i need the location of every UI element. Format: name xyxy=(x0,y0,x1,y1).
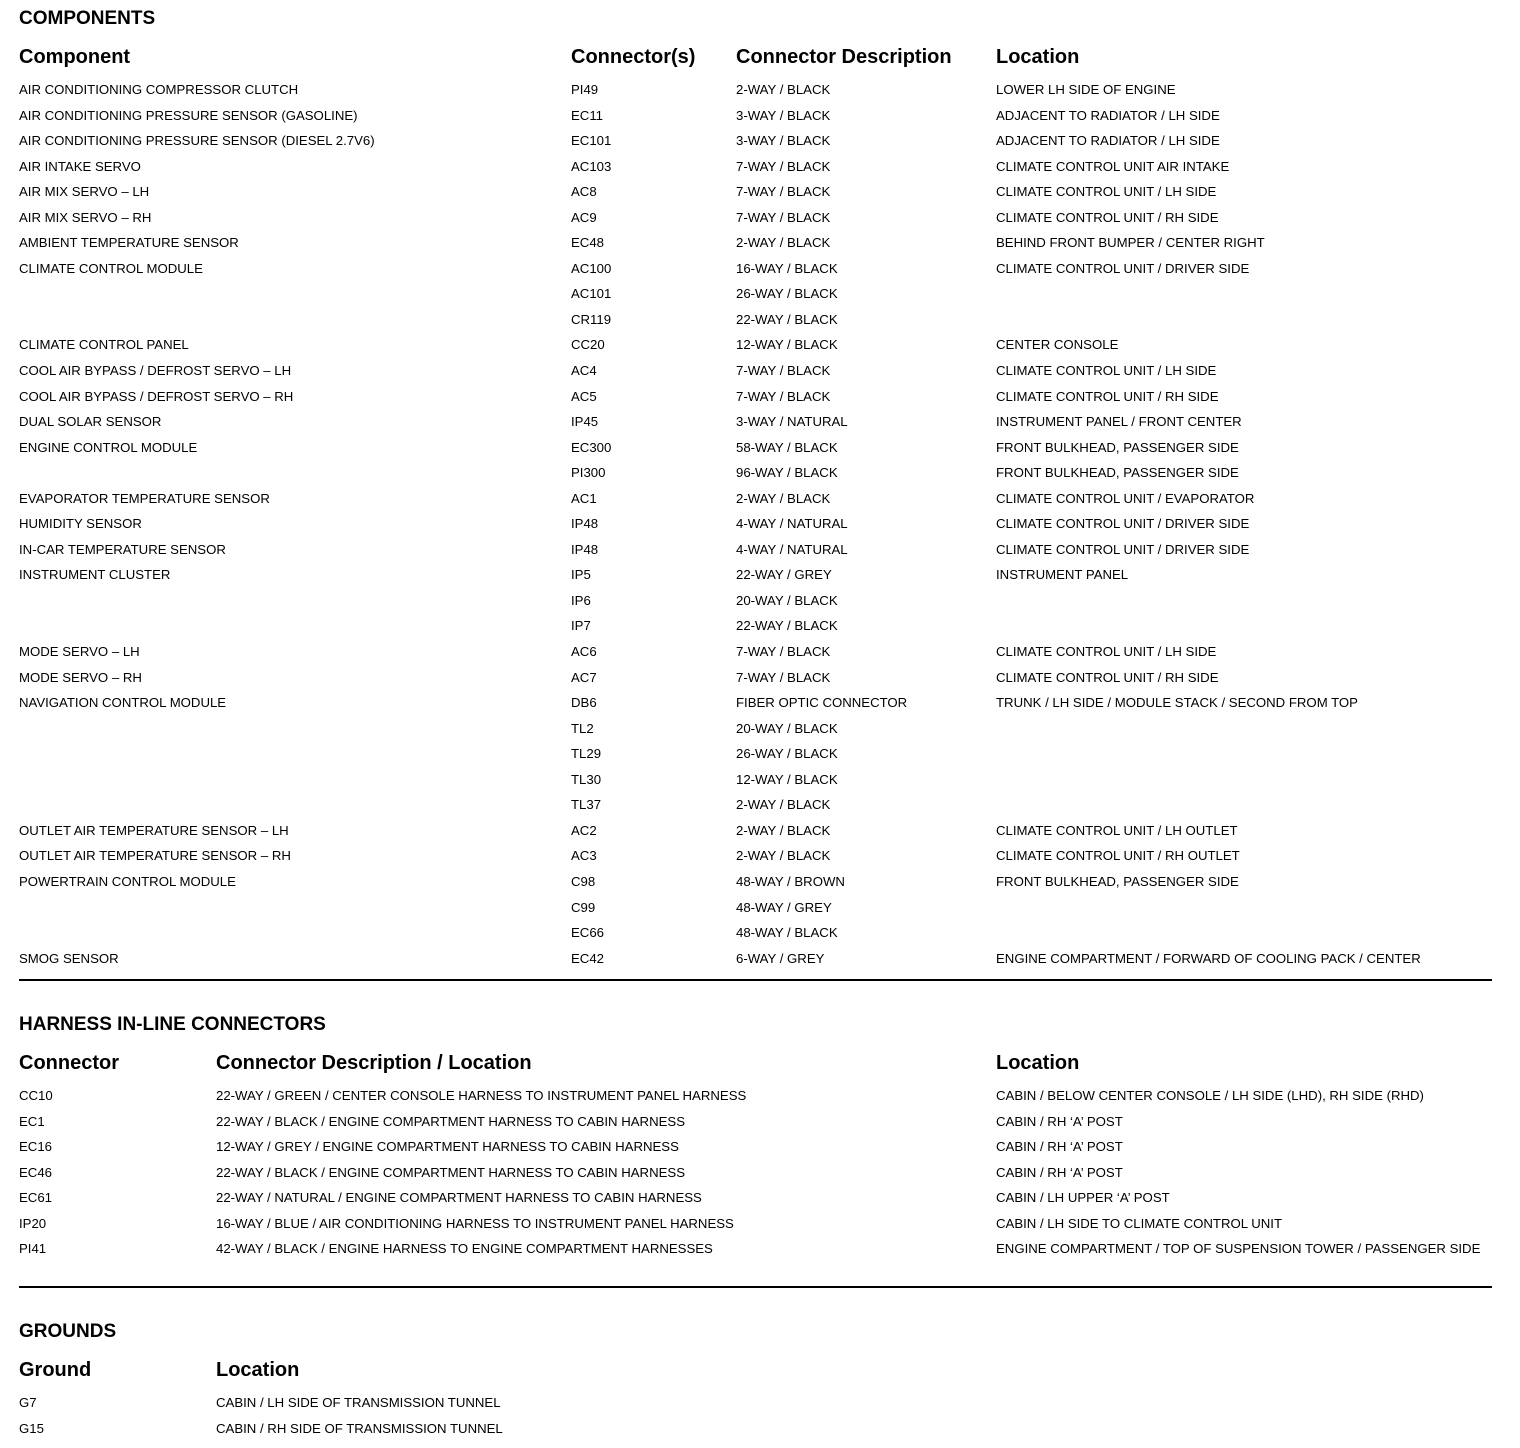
connector-id-cell: EC66 xyxy=(571,925,604,941)
component-name-cell: AIR INTAKE SERVO xyxy=(19,158,141,174)
connector-description-cell: 58-WAY / BLACK xyxy=(736,439,838,455)
connector-description-cell: 22-WAY / NATURAL / ENGINE COMPARTMENT HARNESS TO CABIN HARNESS xyxy=(216,1190,702,1206)
component-name-cell: INSTRUMENT CLUSTER xyxy=(19,567,171,583)
location-cell: FRONT BULKHEAD, PASSENGER SIDE xyxy=(996,439,1239,455)
connector-description-cell: 96-WAY / BLACK xyxy=(736,465,838,481)
table-row xyxy=(0,773,1520,799)
component-name-cell: OUTLET AIR TEMPERATURE SENSOR – LH xyxy=(19,822,289,838)
location-cell: ENGINE COMPARTMENT / FORWARD OF COOLING PACK / CENTER xyxy=(996,950,1421,966)
harness-section-title: HARNESS IN-LINE CONNECTORS xyxy=(19,1014,326,1035)
location-cell: INSTRUMENT PANEL / FRONT CENTER xyxy=(996,414,1242,430)
connector-id-cell: PI300 xyxy=(571,465,606,481)
connector-id-cell: EC11 xyxy=(571,107,604,123)
table-row xyxy=(0,160,1520,186)
connector-description-cell: 7-WAY / BLACK xyxy=(736,644,831,660)
connector-description-cell: 7-WAY / BLACK xyxy=(736,669,831,685)
components-header-location: Location xyxy=(996,46,1080,68)
table-row xyxy=(0,619,1520,645)
component-name-cell: COOL AIR BYPASS / DEFROST SERVO – LH xyxy=(19,363,292,379)
connector-id-cell: AC5 xyxy=(571,388,597,404)
connector-id-cell: AC100 xyxy=(571,260,612,276)
grounds-table xyxy=(0,1396,1520,1447)
table-row xyxy=(0,134,1520,160)
components-header-description: Connector Description xyxy=(736,46,952,68)
connector-description-cell: 22-WAY / GREY xyxy=(736,567,832,583)
connector-description-cell: 2-WAY / BLACK xyxy=(736,235,831,251)
table-row xyxy=(0,338,1520,364)
connector-description-cell: 4-WAY / NATURAL xyxy=(736,516,848,532)
connector-id-cell: AC1 xyxy=(571,490,597,506)
connector-id-cell: IP48 xyxy=(571,516,599,532)
table-row xyxy=(0,671,1520,697)
connector-description-cell: 22-WAY / GREEN / CENTER CONSOLE HARNESS TO INSTRUMENT PANEL HARNESS xyxy=(216,1088,747,1103)
connector-description-cell: 3-WAY / BLACK xyxy=(736,107,831,123)
table-row xyxy=(0,83,1520,109)
connector-id-cell: C98 xyxy=(571,873,596,889)
location-cell: FRONT BULKHEAD, PASSENGER SIDE xyxy=(996,465,1239,481)
location-cell: ENGINE COMPARTMENT / TOP OF SUSPENSION TOWER / PASSENGER SIDE xyxy=(996,1241,1481,1257)
connector-id-cell: C99 xyxy=(571,899,596,915)
component-name-cell: AIR CONDITIONING PRESSURE SENSOR (GASOLINE) xyxy=(19,107,358,123)
table-row xyxy=(0,236,1520,262)
component-name-cell: MODE SERVO – LH xyxy=(19,644,140,660)
connector-id-cell: AC3 xyxy=(571,848,597,864)
table-row xyxy=(0,1422,1520,1448)
table-row xyxy=(0,926,1520,952)
table-row xyxy=(0,901,1520,927)
table-row xyxy=(0,313,1520,339)
connector-id-cell: IP6 xyxy=(571,592,591,608)
connector-id-cell: AC103 xyxy=(571,158,612,174)
location-cell: CLIMATE CONTROL UNIT / LH SIDE xyxy=(996,184,1217,200)
components-section-title: COMPONENTS xyxy=(19,8,156,29)
components-header-component: Component xyxy=(19,46,131,68)
table-row xyxy=(0,875,1520,901)
table-row xyxy=(0,1191,1520,1217)
table-row xyxy=(0,543,1520,569)
connector-description-cell: 48-WAY / BROWN xyxy=(736,873,845,889)
location-cell: CLIMATE CONTROL UNIT / RH SIDE xyxy=(996,669,1219,685)
connector-description-cell: 3-WAY / NATURAL xyxy=(736,414,848,430)
connector-description-cell: 7-WAY / BLACK xyxy=(736,209,831,225)
section-divider xyxy=(19,1286,1492,1288)
connector-description-cell: 12-WAY / BLACK xyxy=(736,771,838,787)
connector-id-cell: AC4 xyxy=(571,363,597,379)
connector-description-cell: 16-WAY / BLACK xyxy=(736,260,838,276)
component-name-cell: OUTLET AIR TEMPERATURE SENSOR – RH xyxy=(19,848,291,864)
table-row xyxy=(0,594,1520,620)
component-name-cell: MODE SERVO – RH xyxy=(19,669,142,685)
table-row xyxy=(0,1115,1520,1141)
connector-id-cell: TL30 xyxy=(571,771,602,787)
connector-id-cell: IP7 xyxy=(571,618,591,634)
connector-description-cell: 7-WAY / BLACK xyxy=(736,184,831,200)
connector-description-cell: 22-WAY / BLACK xyxy=(736,311,838,327)
component-name-cell: CLIMATE CONTROL MODULE xyxy=(19,260,203,276)
component-name-cell: COOL AIR BYPASS / DEFROST SERVO – RH xyxy=(19,388,294,404)
location-cell: CLIMATE CONTROL UNIT / LH OUTLET xyxy=(996,822,1238,838)
table-row xyxy=(0,722,1520,748)
component-name-cell: SMOG SENSOR xyxy=(19,950,119,966)
connector-description-cell: 2-WAY / BLACK xyxy=(736,797,831,813)
connector-description-cell: 2-WAY / BLACK xyxy=(736,490,831,506)
connector-description-cell: 26-WAY / BLACK xyxy=(736,286,838,302)
location-cell: CABIN / RH ‘A’ POST xyxy=(996,1139,1123,1155)
connector-id-cell: CC10 xyxy=(19,1088,53,1103)
components-table xyxy=(0,83,1520,977)
location-cell: LOWER LH SIDE OF ENGINE xyxy=(996,82,1176,97)
harness-header-description: Connector Description / Location xyxy=(216,1052,532,1074)
connector-description-cell: 42-WAY / BLACK / ENGINE HARNESS TO ENGINE COMPARTMENT HARNESSES xyxy=(216,1241,713,1257)
location-cell: CABIN / LH UPPER ‘A’ POST xyxy=(996,1190,1170,1206)
connector-id-cell: PI41 xyxy=(19,1241,47,1257)
connector-description-cell: 22-WAY / BLACK / ENGINE COMPARTMENT HARNESS TO CABIN HARNESS xyxy=(216,1164,685,1180)
location-cell: CLIMATE CONTROL UNIT / DRIVER SIDE xyxy=(996,260,1250,276)
connector-id-cell: IP5 xyxy=(571,567,591,583)
location-cell: CLIMATE CONTROL UNIT / LH SIDE xyxy=(996,644,1217,660)
connector-description-cell: 3-WAY / BLACK xyxy=(736,133,831,149)
connector-id-cell: EC16 xyxy=(19,1139,52,1155)
component-name-cell: AIR CONDITIONING PRESSURE SENSOR (DIESEL 2.7V6) xyxy=(19,133,375,149)
connector-id-cell: TL2 xyxy=(571,720,594,736)
location-cell: CABIN / BELOW CENTER CONSOLE / LH SIDE (LHD), RH SIDE (RHD) xyxy=(996,1088,1424,1103)
connector-id-cell: AC8 xyxy=(571,184,597,200)
connector-id-cell: EC300 xyxy=(571,439,612,455)
table-row xyxy=(0,185,1520,211)
table-row xyxy=(0,568,1520,594)
component-name-cell: DUAL SOLAR SENSOR xyxy=(19,414,162,430)
grounds-header-ground: Ground xyxy=(19,1359,92,1381)
connector-description-cell: 16-WAY / BLUE / AIR CONDITIONING HARNESS TO INSTRUMENT PANEL HARNESS xyxy=(216,1215,734,1231)
table-row xyxy=(0,517,1520,543)
component-name-cell: AIR CONDITIONING COMPRESSOR CLUTCH xyxy=(19,82,299,97)
connector-id-cell: DB6 xyxy=(571,695,597,711)
section-divider xyxy=(19,979,1492,981)
connector-description-cell: 7-WAY / BLACK xyxy=(736,388,831,404)
location-cell: FRONT BULKHEAD, PASSENGER SIDE xyxy=(996,873,1239,889)
connector-id-cell: AC6 xyxy=(571,644,597,660)
connector-id-cell: EC101 xyxy=(571,133,612,149)
location-cell: CLIMATE CONTROL UNIT / LH SIDE xyxy=(996,363,1217,379)
table-row xyxy=(0,109,1520,135)
connector-id-cell: CR119 xyxy=(571,311,612,327)
component-name-cell: AMBIENT TEMPERATURE SENSOR xyxy=(19,235,239,251)
table-row xyxy=(0,415,1520,441)
location-cell: CLIMATE CONTROL UNIT / EVAPORATOR xyxy=(996,490,1255,506)
connector-description-cell: 48-WAY / BLACK xyxy=(736,925,838,941)
connector-id-cell: AC9 xyxy=(571,209,597,225)
table-row xyxy=(0,645,1520,671)
location-cell: CLIMATE CONTROL UNIT / RH SIDE xyxy=(996,388,1219,404)
ground-id-cell: G15 xyxy=(19,1420,44,1436)
connector-description-cell: 2-WAY / BLACK xyxy=(736,82,831,97)
table-row xyxy=(0,1166,1520,1192)
location-cell: CLIMATE CONTROL UNIT / RH OUTLET xyxy=(996,848,1240,864)
table-row xyxy=(0,1242,1520,1268)
harness-header-connector: Connector xyxy=(19,1052,119,1074)
connector-id-cell: AC2 xyxy=(571,822,597,838)
connector-description-cell: 20-WAY / BLACK xyxy=(736,720,838,736)
location-cell: ADJACENT TO RADIATOR / LH SIDE xyxy=(996,107,1220,123)
grounds-section-title: GROUNDS xyxy=(19,1321,117,1342)
location-cell: CABIN / RH ‘A’ POST xyxy=(996,1164,1123,1180)
table-row xyxy=(0,287,1520,313)
table-row xyxy=(0,390,1520,416)
table-row xyxy=(0,1217,1520,1243)
ground-id-cell: G7 xyxy=(19,1395,37,1410)
location-cell: ADJACENT TO RADIATOR / LH SIDE xyxy=(996,133,1220,149)
connector-id-cell: IP48 xyxy=(571,541,599,557)
connector-description-cell: 22-WAY / BLACK xyxy=(736,618,838,634)
connector-description-cell: 12-WAY / GREY / ENGINE COMPARTMENT HARNESS TO CABIN HARNESS xyxy=(216,1139,679,1155)
connector-id-cell: AC7 xyxy=(571,669,597,685)
table-row xyxy=(0,747,1520,773)
connector-id-cell: AC101 xyxy=(571,286,612,302)
location-cell: INSTRUMENT PANEL xyxy=(996,567,1129,583)
connector-description-cell: 2-WAY / BLACK xyxy=(736,848,831,864)
components-header-connectors: Connector(s) xyxy=(571,46,696,68)
location-cell: CENTER CONSOLE xyxy=(996,337,1119,353)
connector-id-cell: TL29 xyxy=(571,746,602,762)
connector-description-cell: 7-WAY / BLACK xyxy=(736,158,831,174)
location-cell: CLIMATE CONTROL UNIT / DRIVER SIDE xyxy=(996,541,1250,557)
connector-description-cell: FIBER OPTIC CONNECTOR xyxy=(736,695,908,711)
connector-description-cell: 12-WAY / BLACK xyxy=(736,337,838,353)
location-cell: BEHIND FRONT BUMPER / CENTER RIGHT xyxy=(996,235,1265,251)
location-cell: CABIN / LH SIDE OF TRANSMISSION TUNNEL xyxy=(216,1395,501,1410)
connector-id-cell: EC1 xyxy=(19,1113,45,1129)
location-cell: CLIMATE CONTROL UNIT AIR INTAKE xyxy=(996,158,1230,174)
connector-id-cell: IP20 xyxy=(19,1215,47,1231)
location-cell: TRUNK / LH SIDE / MODULE STACK / SECOND FROM TOP xyxy=(996,695,1358,711)
connector-description-cell: 26-WAY / BLACK xyxy=(736,746,838,762)
connector-id-cell: EC48 xyxy=(571,235,604,251)
table-row xyxy=(0,696,1520,722)
connector-description-cell: 4-WAY / NATURAL xyxy=(736,541,848,557)
connector-id-cell: PI49 xyxy=(571,82,599,97)
table-row xyxy=(0,492,1520,518)
component-name-cell: ENGINE CONTROL MODULE xyxy=(19,439,198,455)
table-row xyxy=(0,466,1520,492)
connector-description-cell: 2-WAY / BLACK xyxy=(736,822,831,838)
component-name-cell: AIR MIX SERVO – LH xyxy=(19,184,150,200)
table-row xyxy=(0,441,1520,467)
connector-id-cell: CC20 xyxy=(571,337,605,353)
component-name-cell: EVAPORATOR TEMPERATURE SENSOR xyxy=(19,490,270,506)
table-row xyxy=(0,952,1520,978)
table-row xyxy=(0,824,1520,850)
location-cell: CABIN / LH SIDE TO CLIMATE CONTROL UNIT xyxy=(996,1215,1283,1231)
table-row xyxy=(0,211,1520,237)
connector-id-cell: IP45 xyxy=(571,414,599,430)
grounds-header-location: Location xyxy=(216,1359,300,1381)
table-row xyxy=(0,1396,1520,1422)
connector-id-cell: TL37 xyxy=(571,797,602,813)
location-cell: CLIMATE CONTROL UNIT / RH SIDE xyxy=(996,209,1219,225)
location-cell: CABIN / RH SIDE OF TRANSMISSION TUNNEL xyxy=(216,1420,503,1436)
location-cell: CLIMATE CONTROL UNIT / DRIVER SIDE xyxy=(996,516,1250,532)
connector-id-cell: EC61 xyxy=(19,1190,52,1206)
connector-id-cell: EC42 xyxy=(571,950,604,966)
connector-id-cell: EC46 xyxy=(19,1164,52,1180)
table-row xyxy=(0,1140,1520,1166)
component-name-cell: NAVIGATION CONTROL MODULE xyxy=(19,695,227,711)
harness-table xyxy=(0,1089,1520,1268)
table-row xyxy=(0,1089,1520,1115)
component-name-cell: IN-CAR TEMPERATURE SENSOR xyxy=(19,541,226,557)
table-row xyxy=(0,262,1520,288)
connector-description-cell: 7-WAY / BLACK xyxy=(736,363,831,379)
harness-header-location: Location xyxy=(996,1052,1080,1074)
component-name-cell: POWERTRAIN CONTROL MODULE xyxy=(19,873,236,889)
location-cell: CABIN / RH ‘A’ POST xyxy=(996,1113,1123,1129)
component-name-cell: CLIMATE CONTROL PANEL xyxy=(19,337,189,353)
connector-description-cell: 48-WAY / GREY xyxy=(736,899,832,915)
connector-description-cell: 22-WAY / BLACK / ENGINE COMPARTMENT HARNESS TO CABIN HARNESS xyxy=(216,1113,685,1129)
connector-description-cell: 6-WAY / GREY xyxy=(736,950,825,966)
connector-description-cell: 20-WAY / BLACK xyxy=(736,592,838,608)
table-row xyxy=(0,798,1520,824)
component-name-cell: HUMIDITY SENSOR xyxy=(19,516,142,532)
table-row xyxy=(0,849,1520,875)
table-row xyxy=(0,364,1520,390)
component-name-cell: AIR MIX SERVO – RH xyxy=(19,209,152,225)
